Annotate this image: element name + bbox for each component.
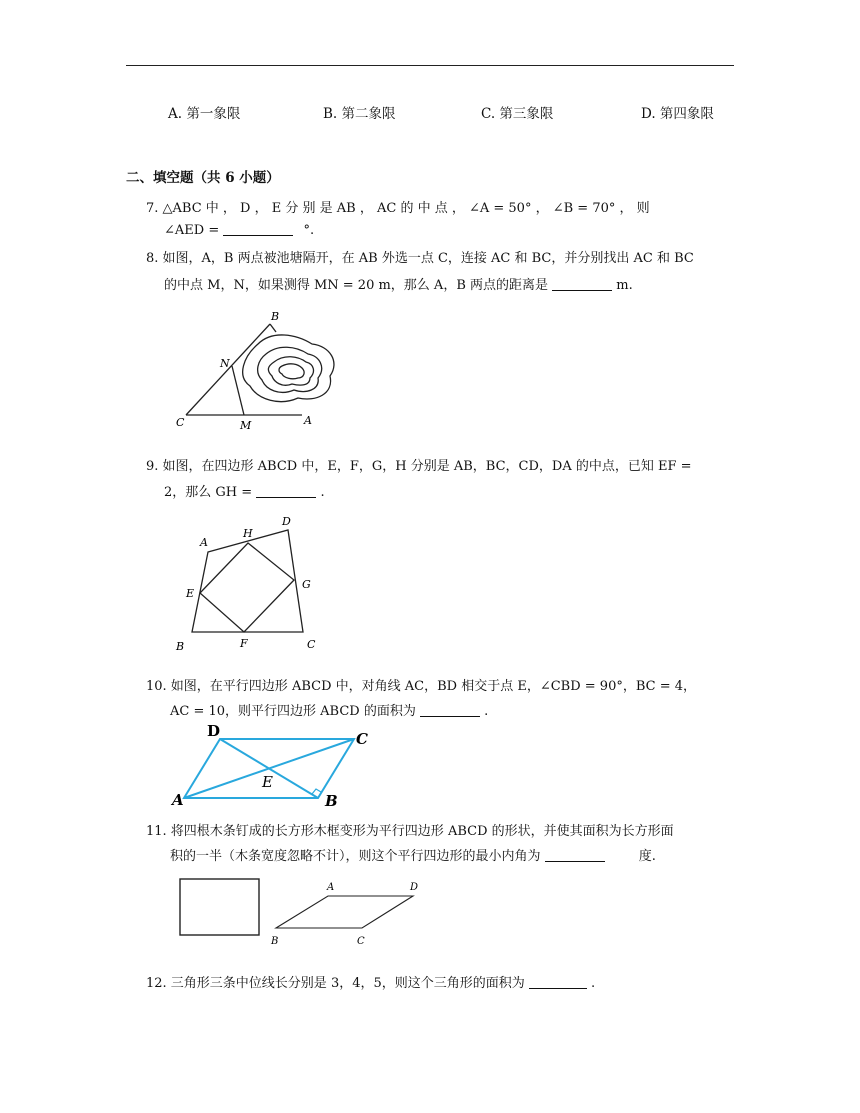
q7-line2-pre: ∠AED = — [164, 223, 220, 238]
q10-label-a: A — [172, 791, 184, 809]
option-c: C. 第三象限 — [481, 106, 554, 122]
q11-parallelogram — [276, 896, 413, 928]
q9-line2-pre: 2，那么 GH = — [164, 485, 253, 500]
option-a: A. 第一象限 — [168, 106, 241, 122]
q7-line2-post: °. — [303, 223, 315, 238]
q11-line2-pre: 积的一半（木条宽度忽略不计），则这个平行四边形的最小内角为 — [170, 849, 541, 864]
q8-label-b: B — [271, 310, 280, 323]
q10-line1: 10. 如图，在平行四边形 ABCD 中，对角线 AC，BD 相交于点 E，∠CBD = 90°，BC = 4， — [146, 679, 697, 694]
q8-label-n: N — [220, 357, 230, 370]
q8-label-c: C — [176, 416, 185, 429]
q9-label-d: D — [282, 515, 291, 528]
q11-label-d: D — [410, 882, 419, 893]
q9-line1: 9. 如图，在四边形 ABCD 中，E，F，G，H 分别是 AB，BC，CD，DA 的中点，已知 EF = — [146, 459, 692, 474]
q12-line-post: . — [591, 976, 596, 991]
section-title: 二、填空题（共 6 小题） — [126, 170, 280, 186]
option-d: D. 第四象限 — [641, 106, 714, 122]
q9-label-f: F — [240, 637, 248, 650]
q9-line2-post: . — [320, 485, 325, 500]
q10-line2-pre: AC = 10，则平行四边形 ABCD 的面积为 — [170, 704, 416, 719]
q9-label-h: H — [243, 527, 253, 540]
q9-label-b: B — [176, 640, 185, 653]
q9-label-e: E — [186, 587, 195, 600]
q12-line — [146, 972, 595, 991]
q9-label-a: A — [200, 536, 208, 549]
q8-label-m: M — [240, 419, 252, 432]
q11-label-b: B — [271, 936, 279, 947]
q12-line-pre: 12. 三角形三条中位线长分别是 3，4，5，则这个三角形的面积为 — [146, 976, 525, 991]
q8-line2-pre: 的中点 M，N，如果测得 MN = 20 m，那么 A，B 两点的距离是 — [164, 278, 549, 293]
q8-line1: 8. 如图，A，B 两点被池塘隔开，在 AB 外选一点 C，连接 AC 和 BC，并分别找出 AC 和 BC — [146, 251, 694, 266]
q10-label-d: D — [207, 722, 221, 740]
q11-line1: 11. 将四根木条钉成的长方形木框变形为平行四边形 ABCD 的形状，并使其面积为长方形面 — [146, 824, 674, 839]
q11-label-c: C — [357, 936, 365, 947]
q8-line2-post: m. — [616, 278, 633, 293]
q7-line1: 7. △ABC 中 ， D ， E 分 别 是 AB ， AC 的 中 点 ， ∠A = 50° ， ∠B = 70° ， 则 — [146, 201, 650, 216]
option-b: B. 第二象限 — [323, 106, 396, 122]
q9-label-g: G — [302, 578, 311, 591]
q11-rectangle — [180, 879, 259, 935]
q8-label-a: A — [304, 414, 312, 427]
q12-answer-blank[interactable] — [529, 975, 587, 989]
q10-label-c: C — [356, 730, 368, 748]
q11-line2-post: 度. — [638, 849, 656, 864]
q10-label-e: E — [262, 773, 273, 791]
q9-label-c: C — [307, 638, 316, 651]
q10-label-b: B — [325, 792, 338, 810]
q10-line2-post: . — [484, 704, 489, 719]
q11-label-a: A — [327, 882, 335, 893]
